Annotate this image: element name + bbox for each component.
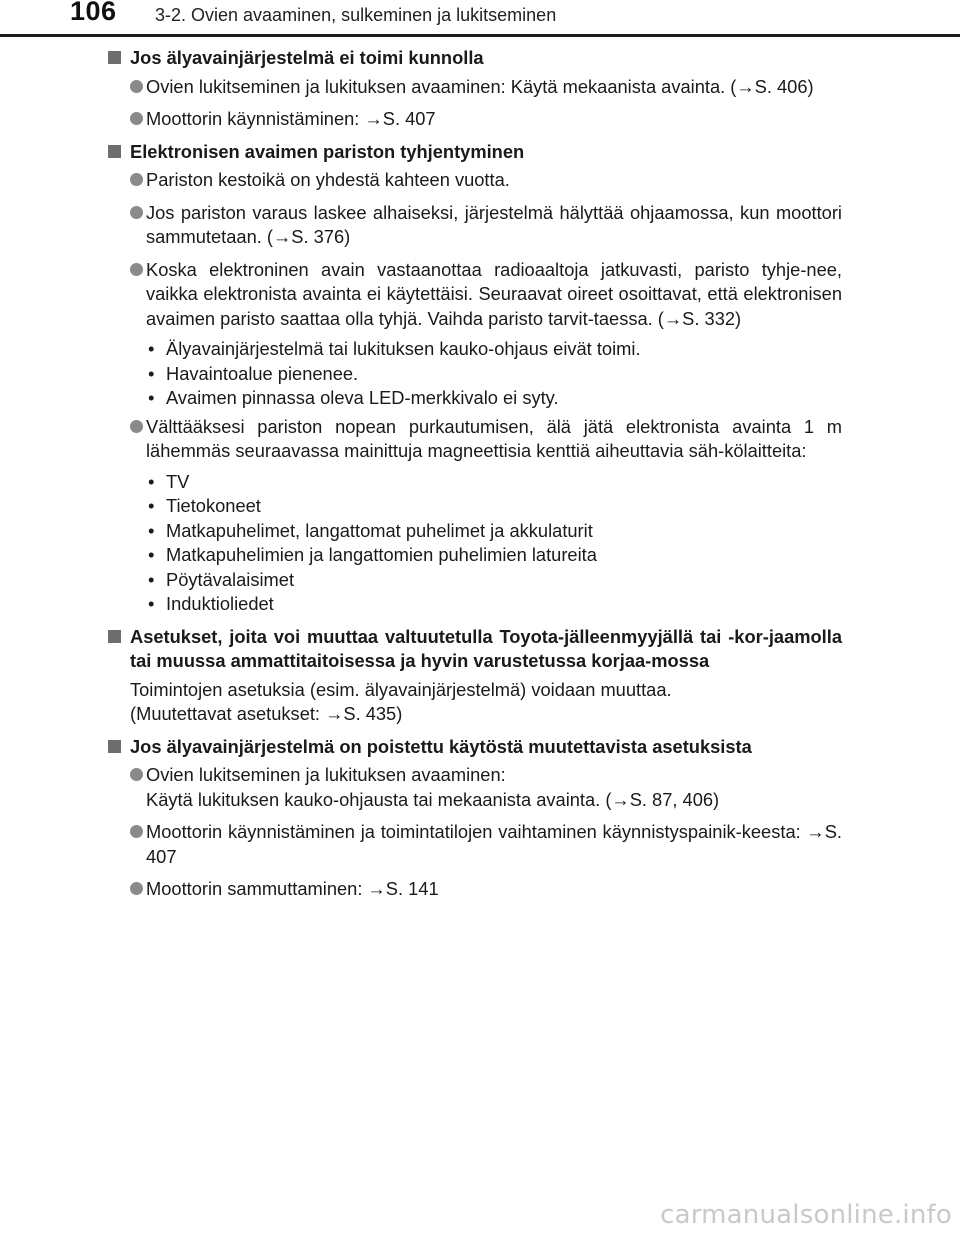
device-item: • Tietokoneet <box>148 495 261 516</box>
device-item: • Pöytävalaisimet <box>148 568 295 590</box>
circle-bullet-icon <box>130 768 143 781</box>
list-item: Ovien lukitseminen ja lukituksen avaaminen: Käytä mekaanista avainta. (→S. 406) <box>108 75 842 100</box>
square-bullet-icon <box>108 145 121 158</box>
circle-bullet-icon <box>130 80 143 93</box>
symptom-item: • Älyavainjärjestelmä tai lukituksen kauko-ohjaus eivät toimi. <box>148 338 641 359</box>
list-item: Ovien lukitseminen ja lukituksen avaaminen: Käytä lukituksen kauko-ohjausta tai mekaanista avainta. (→S. 87, 406) <box>108 763 842 812</box>
page-header <box>0 0 960 40</box>
section-paragraph: Toimintojen asetuksia (esim. älyavainjärjestelmä) voidaan muuttaa. (Muutettavat asetukset: →S. 435) <box>130 678 672 724</box>
device-item: • Matkapuhelimet, langattomat puhelimet ja akkulaturit <box>148 519 593 541</box>
circle-bullet-icon <box>130 173 143 186</box>
header-rule <box>0 34 960 37</box>
page-number: 106 <box>70 0 117 26</box>
symptom-list <box>108 337 842 411</box>
device-item: • Matkapuhelimien ja langattomien puhelimien latureita <box>148 544 597 565</box>
section-heading: Asetukset, joita voi muuttaa valtuutetulla Toyota-jälleenmyyjällä tai -kor-jaamolla tai muussa ammattitaitoisessa ja hyvin varustetussa korjaa-mossa <box>108 625 842 674</box>
circle-bullet-icon <box>130 882 143 895</box>
circle-bullet-icon <box>130 112 143 125</box>
list-item: Moottorin käynnistäminen: →S. 407 <box>108 107 842 132</box>
list-item: Välttääksesi pariston nopean purkautumisen, älä jätä elektronista avainta 1 m lähemmäs seuraavassa mainittuja magneettisia kenttiä aiheuttavia säh-kölaitteita: <box>108 415 842 464</box>
device-list <box>108 470 842 617</box>
section-heading: Elektronisen avaimen pariston tyhjentyminen <box>108 140 842 165</box>
circle-bullet-icon <box>130 420 143 433</box>
circle-bullet-icon <box>130 825 143 838</box>
chapter-title: 3-2. Ovien avaaminen, sulkeminen ja lukitseminen <box>155 5 557 25</box>
circle-bullet-icon <box>130 206 143 219</box>
symptom-item: • Avaimen pinnassa oleva LED-merkkivalo ei syty. <box>148 387 559 408</box>
symptom-item: • Havaintoalue pienenee. <box>148 362 359 384</box>
circle-bullet-icon <box>130 263 143 276</box>
device-item: • TV <box>148 470 190 492</box>
square-bullet-icon <box>108 51 121 64</box>
square-bullet-icon <box>108 740 121 753</box>
section-heading: Jos älyavainjärjestelmä on poistettu käytöstä muutettavista asetuksista <box>108 735 842 760</box>
square-bullet-icon <box>108 630 121 643</box>
list-item: Jos pariston varaus laskee alhaiseksi, järjestelmä hälyttää ohjaamossa, kun moottori sammutetaan. (→S. 376) <box>108 201 842 250</box>
section-heading: Jos älyavainjärjestelmä ei toimi kunnolla <box>108 46 842 71</box>
watermark: carmanualsonline.info <box>660 1200 952 1230</box>
list-item: Pariston kestoikä on yhdestä kahteen vuotta. <box>108 168 842 193</box>
list-item: Moottorin käynnistäminen ja toimintatilojen vaihtaminen käynnistyspainik-keesta: →S. 407 <box>108 820 842 869</box>
device-item: • Induktioliedet <box>148 593 274 614</box>
list-item: Koska elektroninen avain vastaanottaa radioaaltoja jatkuvasti, paristo tyhje-nee, vaikka elektronista avainta ei käytettäisi. Seuraavat oireet osoittavat, että elektronisen avaimen paristo saattaa olla tyhjä. Vaihda paristo tarvit-taessa. (→S. 332) <box>108 258 842 332</box>
list-item: Moottorin sammuttaminen: →S. 141 <box>108 877 842 902</box>
page-content <box>108 46 842 910</box>
